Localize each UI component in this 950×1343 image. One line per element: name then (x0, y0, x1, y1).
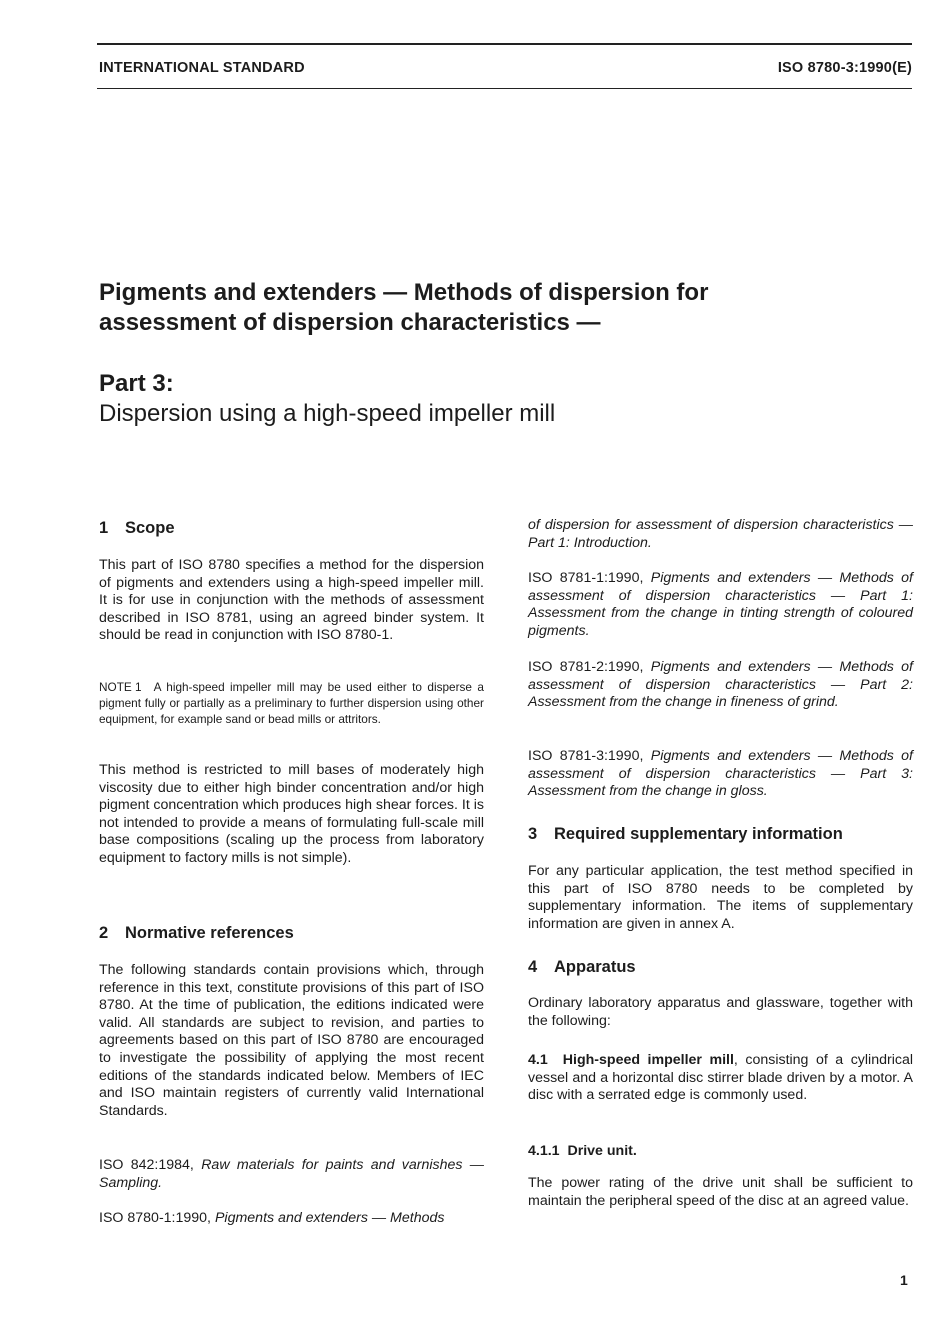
reference-code: ISO 8781-2:1990, (528, 659, 644, 675)
section-4-title: Apparatus (554, 958, 636, 976)
subclause-4-1-1-number: 4.1.1 (528, 1143, 560, 1159)
subclause-4-1-title: High-speed impeller mill (562, 1052, 734, 1068)
reference-title: Pigments and extenders — Methods of assessment of dispersion characteristics — Part 2: Assessment from the change in fineness of grind. (528, 659, 913, 711)
supplementary-paragraph: For any particular application, the test method specified in this part of ISO 8780 needs to be completed by supplementary information. The items of supplementary information are given in annex A. (528, 863, 913, 932)
document-title-line-1: Pigments and extenders — Methods of dispersion for (99, 279, 709, 306)
reference-title: Pigments and extenders — Methods (214, 1210, 445, 1226)
reference-title: Raw materials for paints and varnishes — Sampling. (99, 1157, 484, 1191)
document-title-line-2: assessment of dispersion characteristics — (99, 309, 601, 336)
reference-code: ISO 8781-3:1990, (528, 748, 644, 764)
section-1-heading (99, 519, 484, 538)
section-3-heading (528, 825, 913, 844)
page-number: 1 (900, 1272, 908, 1288)
reference-iso-8781-2 (528, 659, 913, 712)
subclause-4-1-number: 4.1 (528, 1052, 548, 1068)
apparatus-paragraph: Ordinary laboratory apparatus and glassware, together with the following: (528, 995, 913, 1029)
scope-paragraph-1: This part of ISO 8780 specifies a method for the dispersion of pigments and extenders using a high-speed impeller mill. It is for use in conjunction with the methods of assessment described in ISO 8781, using an agreed binder system. It should be read in conjunction with ISO 8780-1. (99, 557, 484, 644)
note-label: NOTE 1 (99, 680, 142, 694)
header-document-type: INTERNATIONAL STANDARD (99, 60, 305, 76)
note-text: A high-speed impeller mill may be used either to disperse a pigment fully or partially as a preliminary to further dispersion using other equipment, for example sand or bead mills or attritors. (99, 680, 484, 726)
header-rule-bottom (97, 88, 912, 89)
reference-iso-8781-3 (528, 748, 913, 801)
section-3-title: Required supplementary information (554, 825, 843, 843)
reference-title: Pigments and extenders — Methods of assessment of dispersion characteristics — Part 3: Assessment from the change in gloss. (528, 748, 913, 800)
subclause-4-1-1-title: Drive unit. (567, 1143, 637, 1159)
reference-code: ISO 842:1984, (99, 1157, 194, 1173)
section-4-number: 4 (528, 958, 538, 976)
section-1-title: Scope (125, 519, 175, 537)
subclause-4-1-text: , consisting of a cylindrical vessel and a horizontal disc stirrer blade driven by a motor. A disc with a serrated edge is commonly used. (528, 1052, 914, 1104)
section-2-heading (99, 924, 484, 943)
header-rule-top (97, 43, 912, 45)
scope-note-1 (99, 680, 484, 727)
section-3-number: 3 (528, 825, 538, 843)
reference-title: Pigments and extenders — Methods of assessment of dispersion characteristics — Part 1: Assessment from the change in tinting strength of coloured pigments. (528, 570, 913, 639)
subclause-4-1-1-heading (528, 1143, 913, 1161)
reference-iso-8781-1 (528, 570, 913, 640)
reference-code: ISO 8781-1:1990, (528, 570, 644, 586)
part-subtitle: Dispersion using a high-speed impeller mill (99, 400, 556, 427)
part-label: Part 3: (99, 370, 174, 397)
document-title (99, 278, 859, 338)
reference-iso-842 (99, 1157, 484, 1192)
section-1-number: 1 (99, 519, 109, 537)
reference-iso-8780-1-continued: of dispersion for assessment of dispersion characteristics — Part 1: Introduction. (528, 517, 913, 551)
reference-code: ISO 8780-1:1990, (99, 1210, 212, 1226)
subclause-4-1 (528, 1052, 913, 1105)
reference-iso-8780-1-start (99, 1210, 484, 1228)
normative-references-paragraph: The following standards contain provisions which, through reference in this text, constitute provisions of this part of ISO 8780. At the time of publication, the editions indicated were valid. All standards are subject to revision, and parties to agreements based on this part of ISO 8780 are encouraged to investigate the possibility of applying the most recent editions of the standards indicated below. Members of IEC and ISO maintain registers of currently valid International Standards. (99, 962, 484, 1119)
scope-paragraph-2: This method is restricted to mill bases of moderately high viscosity due to either high binder concentration and/or high pigment concentration which produces high shear forces. It is not intended to provide a means of formulating full-scale mill base compositions (scaling up the process from laboratory equipment to factory mills is not simple). (99, 762, 484, 866)
header-standard-number: ISO 8780-3:1990(E) (777, 60, 912, 76)
section-2-title: Normative references (125, 924, 294, 942)
subclause-4-1-1-text: The power rating of the drive unit shall be sufficient to maintain the peripheral speed of the disc at an agreed value. (528, 1175, 913, 1209)
section-2-number: 2 (99, 924, 109, 942)
section-4-heading (528, 958, 913, 977)
